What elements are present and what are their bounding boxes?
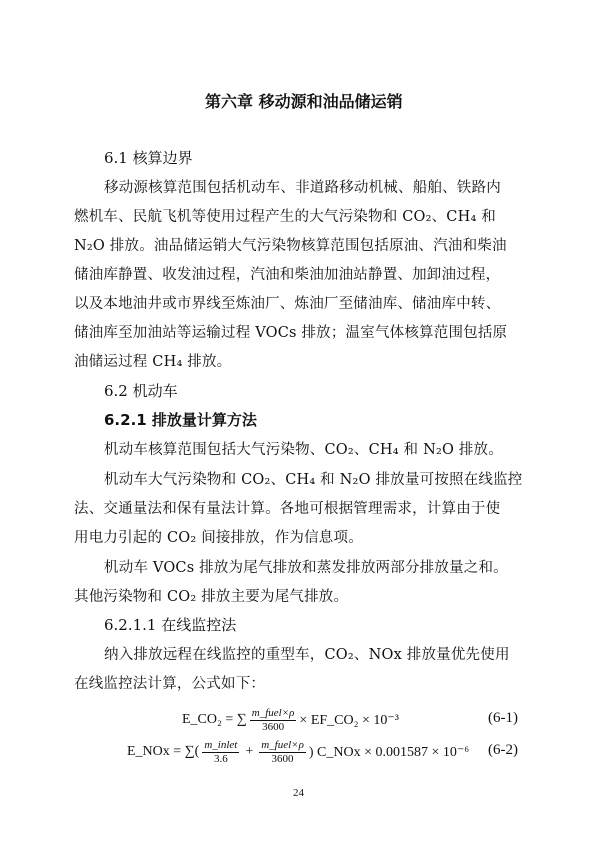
- formula-6-2-denominator-2: 3600: [271, 752, 294, 765]
- s62-paragraph-1: 机动车核算范围包括大气污染物、CO₂、CH₄ 和 N₂O 排放。: [104, 442, 503, 458]
- formula-6-2-plus: +: [245, 744, 254, 759]
- s62-p3-line-2: 其他污染物和 CO₂ 排放主要为尾气排放。: [74, 589, 349, 605]
- chapter-title: 第六章 移动源和油品储运销: [205, 92, 403, 111]
- s62-p4-line-1: 纳入排放远程在线监控的重型车，CO₂、NOx 排放量优先使用: [104, 647, 510, 663]
- s62-p2-line-2: 法、交通量法和保有量法计算。各地可根据管理需求，计算由于使: [74, 501, 501, 517]
- s62-p3-line-1: 机动车 VOCs 排放为尾气排放和蒸发排放两部分排放量之和。: [104, 560, 508, 576]
- formula-6-2-lhs: E_NOx = ∑(: [127, 744, 200, 759]
- section-6-2-1-1-heading: 6.2.1.1 在线监控法: [104, 616, 237, 634]
- section-6-2-1-heading: 6.2.1 排放量计算方法: [104, 411, 257, 429]
- equation-number-6-2: (6-2): [488, 742, 518, 758]
- formula-6-2-numerator-1: m_inlet: [204, 739, 238, 752]
- formula-6-2-fraction-2: [259, 739, 306, 764]
- equation-number-6-1: (6-1): [488, 710, 518, 726]
- page-number: 24: [293, 787, 304, 799]
- formula-6-1-rhs: × EF_CO₂ × 10⁻³: [299, 712, 399, 728]
- formula-6-2-fraction-1: [202, 739, 239, 764]
- s61-line-3: N₂O 排放。油品储运销大气污染物核算范围包括原油、汽油和柴油: [74, 238, 507, 254]
- s62-p4-line-2: 在线监控法计算，公式如下：: [74, 676, 266, 692]
- s61-line-2: 燃机车、民航飞机等使用过程产生的大气污染物和 CO₂、CH₄ 和: [74, 209, 496, 225]
- formula-6-2-rhs: ) C_NOx × 0.001587 × 10⁻⁶: [308, 744, 470, 760]
- formula-6-1-numerator: m_fuel×ρ: [251, 707, 295, 720]
- formula-6-2: [127, 733, 469, 771]
- section-6-1-heading: 6.1 核算边界: [104, 149, 193, 167]
- formula-6-1-lhs: E_CO₂ = ∑: [182, 712, 247, 727]
- s61-line-6: 储油库至加油站等运输过程 VOCs 排放；温室气体核算范围包括原: [74, 325, 508, 341]
- s61-line-1: 移动源核算范围包括机动车、非道路移动机械、船舶、铁路内: [104, 180, 501, 196]
- formula-6-2-denominator-1: 3.6: [213, 752, 228, 765]
- s61-line-7: 油储运过程 CH₄ 排放。: [74, 354, 232, 370]
- formula-6-2-numerator-2: m_fuel×ρ: [261, 739, 304, 752]
- formula-6-1-fraction: [250, 707, 297, 732]
- s61-line-4: 储油库静置、收发油过程，汽油和柴油加油站静置、加卸油过程，: [74, 267, 501, 283]
- formula-6-1-denominator: 3600: [262, 720, 285, 733]
- section-6-2-heading: 6.2 机动车: [104, 382, 178, 400]
- s62-p2-line-1: 机动车大气污染物和 CO₂、CH₄ 和 N₂O 排放量可按照在线监控: [104, 472, 523, 488]
- s62-p2-line-3: 用电力引起的 CO₂ 间接排放，作为信息项。: [74, 530, 363, 546]
- s61-line-5: 以及本地油井或市界线至炼油厂、炼油厂至储油库、储油库中转、: [74, 296, 501, 312]
